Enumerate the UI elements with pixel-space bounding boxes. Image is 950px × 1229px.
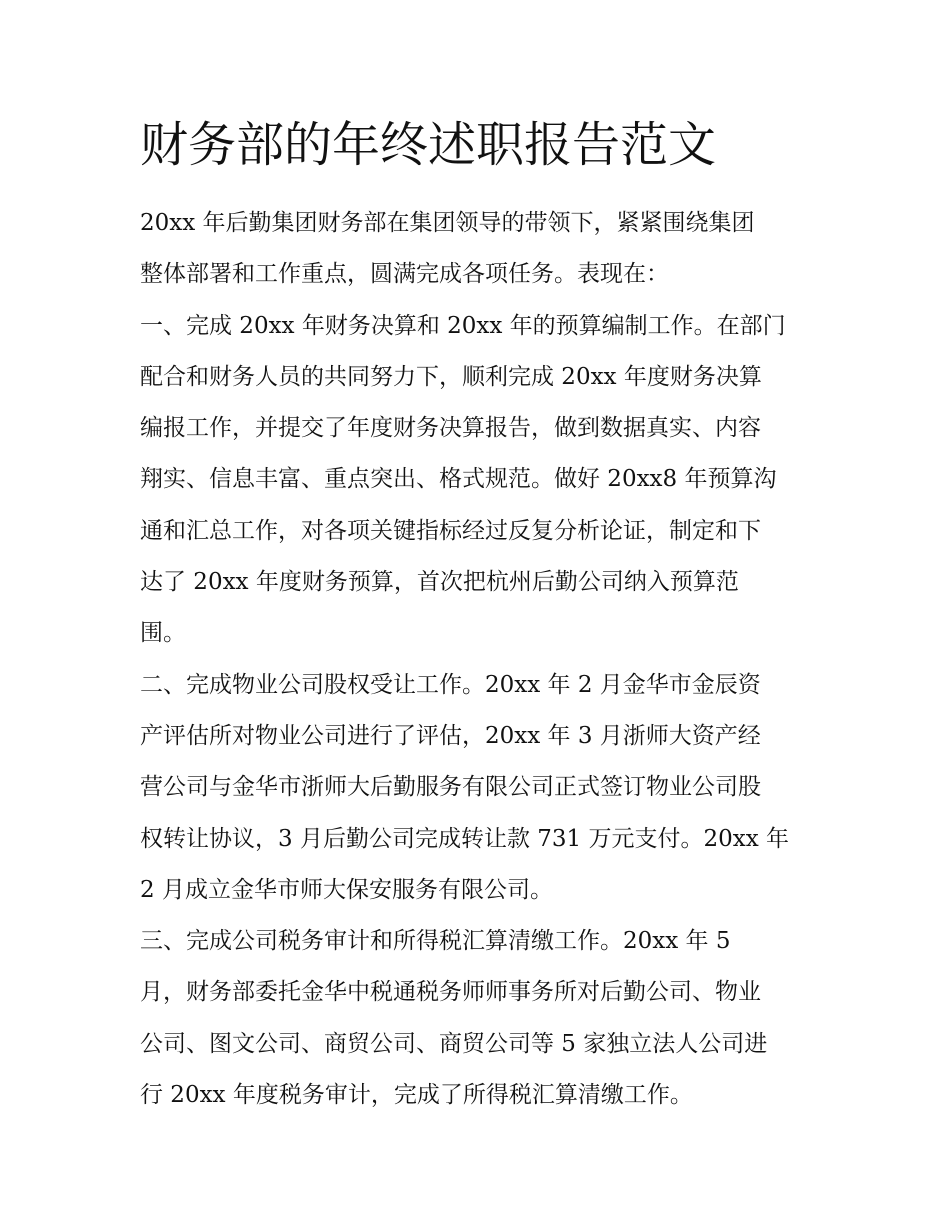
body-line: 20xx 年后勤集团财务部在集团领导的带领下，紧紧围绕集团 <box>140 210 755 236</box>
body-line: 达了 20xx 年度财务预算，首次把杭州后勤公司纳入预算范 <box>140 569 739 596</box>
body-line: 一、完成 20xx 年财务决算和 20xx 年的预算编制工作。在部门 <box>140 312 786 339</box>
body-line: 权转让协议，3 月后勤公司完成转让款 731 万元支付。20xx 年 <box>140 825 789 852</box>
body-line: 二、完成物业公司股权受让工作。20xx 年 2 月金华市金辰资 <box>140 671 761 698</box>
body-line: 翔实、信息丰富、重点突出、格式规范。做好 20xx8 年预算沟 <box>140 466 777 493</box>
body-line: 整体部署和工作重点，圆满完成各项任务。表现在： <box>140 261 669 288</box>
body-line: 公司、图文公司、商贸公司、商贸公司等 5 家独立法人公司进 <box>140 1030 768 1057</box>
body-line: 行 20xx 年度税务审计，完成了所得税汇算清缴工作。 <box>140 1082 693 1109</box>
body-line: 配合和财务人员的共同努力下，顺利完成 20xx 年度财务决算 <box>140 363 762 390</box>
body-line: 营公司与金华市浙师大后勤服务有限公司正式签订物业公司股 <box>140 774 761 801</box>
body-line: 产评估所对物业公司进行了评估，20xx 年 3 月浙师大资产经 <box>140 722 761 749</box>
document-body <box>140 198 840 1121</box>
document-title: 财务部的年终述职报告范文 <box>140 117 717 173</box>
body-line: 通和汇总工作，对各项关键指标经过反复分析论证，制定和下 <box>140 517 761 544</box>
body-line: 编报工作，并提交了年度财务决算报告，做到数据真实、内容 <box>140 415 761 442</box>
body-line: 月，财务部委托金华中税通税务师师事务所对后勤公司、物业 <box>140 979 761 1006</box>
body-line: 2 月成立金华市师大保安服务有限公司。 <box>140 876 553 903</box>
body-line: 围。 <box>140 620 186 647</box>
body-line: 三、完成公司税务审计和所得税汇算清缴工作。20xx 年 5 <box>140 928 731 955</box>
